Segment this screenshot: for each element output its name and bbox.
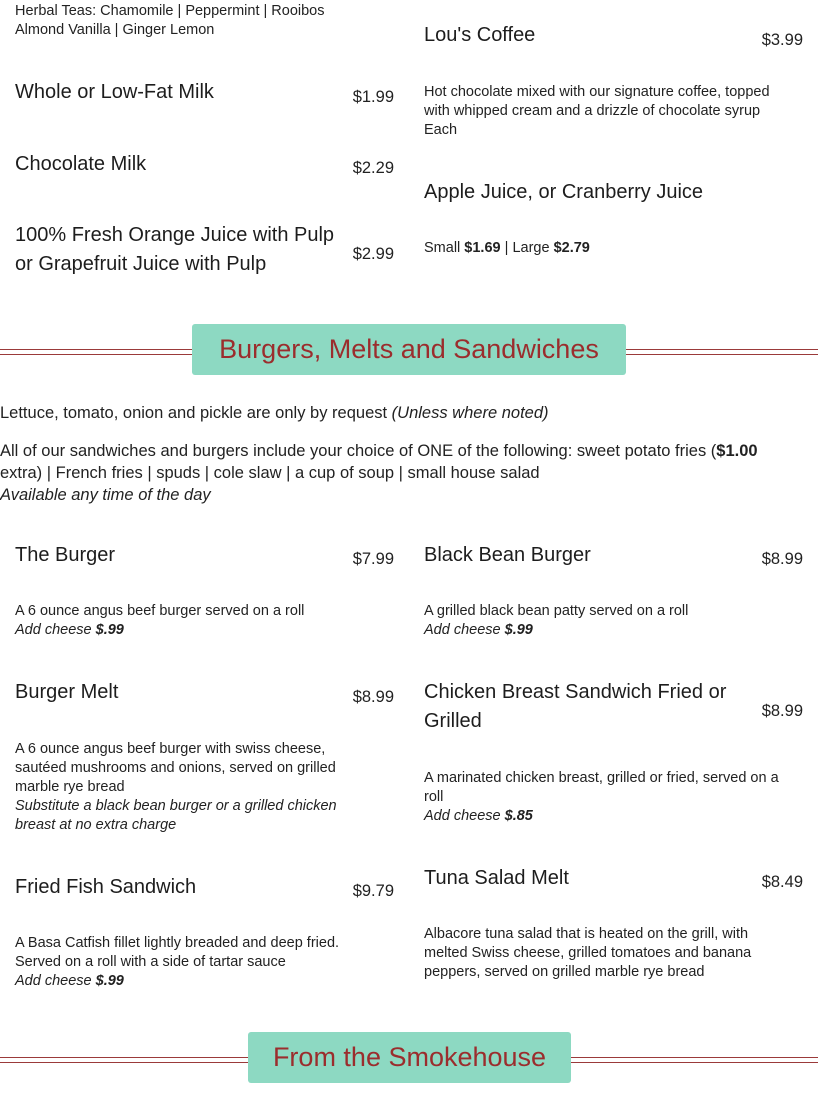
menu-item-name: Chocolate Milk bbox=[15, 153, 147, 175]
menu-item-price: $1.99 bbox=[352, 88, 394, 106]
size-price: $2.79 bbox=[553, 240, 590, 256]
juice-sizes bbox=[424, 239, 590, 258]
separator: | bbox=[504, 240, 509, 256]
add-cheese-price: $.99 bbox=[95, 973, 124, 989]
add-cheese bbox=[424, 621, 533, 640]
menu-item-description: A Basa Catfish fillet lightly breaded and deep fried. bbox=[15, 935, 340, 951]
menu-item-price: $9.79 bbox=[352, 882, 394, 900]
menu-item-description: A marinated chicken breast, grilled or fried, served on a bbox=[424, 770, 779, 786]
menu-item-description: melted Swiss cheese, grilled tomatoes and banana bbox=[424, 945, 752, 961]
menu-item-price: $8.99 bbox=[761, 702, 803, 720]
menu-item-price: $8.49 bbox=[761, 873, 803, 891]
add-cheese-label: Add cheese bbox=[424, 808, 501, 824]
menu-item-name: Burger Melt bbox=[15, 681, 119, 703]
size-label: Large bbox=[512, 240, 550, 256]
menu-item-description: marble rye bread bbox=[15, 779, 125, 795]
menu-item-name: Whole or Low-Fat Milk bbox=[15, 81, 214, 103]
herbal-teas-line1: Herbal Teas: Chamomile | Peppermint | Rooibos bbox=[15, 3, 325, 19]
section-note: extra) | French fries | spuds | cole slaw | a cup of soup | small house salad bbox=[0, 464, 540, 482]
menu-item-name: Tuna Salad Melt bbox=[424, 867, 569, 889]
menu-item-name: The Burger bbox=[15, 544, 116, 566]
add-cheese-label: Add cheese bbox=[15, 622, 92, 638]
menu-item-name: Fried Fish Sandwich bbox=[15, 876, 197, 898]
add-cheese bbox=[15, 972, 124, 991]
size-label: Small bbox=[424, 240, 461, 256]
menu-item-description: sautéed mushrooms and onions, served on grilled bbox=[15, 760, 336, 776]
menu-item-description: A 6 ounce angus beef burger served on a roll bbox=[15, 603, 305, 619]
menu-item-description: Served on a roll with a side of tartar sauce bbox=[15, 954, 286, 970]
menu-item-substitute: Substitute a black bean burger or a grilled chicken bbox=[15, 798, 337, 814]
add-cheese-price: $.99 bbox=[504, 622, 533, 638]
note-text: Lettuce, tomato, onion and pickle are only by request bbox=[0, 404, 388, 422]
add-cheese-label: Add cheese bbox=[424, 622, 501, 638]
add-cheese-label: Add cheese bbox=[15, 973, 92, 989]
menu-item-price: $2.29 bbox=[352, 159, 394, 177]
menu-item-description: peppers, served on grilled marble rye bread bbox=[424, 964, 705, 980]
menu-item-price: $2.99 bbox=[352, 245, 394, 263]
menu-item-description: Albacore tuna salad that is heated on the grill, with bbox=[424, 926, 749, 942]
section-title-burgers: Burgers, Melts and Sandwiches bbox=[192, 324, 626, 375]
menu-item-substitute: breast at no extra charge bbox=[15, 817, 177, 833]
section-note bbox=[0, 440, 818, 462]
section-note bbox=[0, 402, 549, 424]
menu-item-description: Hot chocolate mixed with our signature coffee, topped bbox=[424, 84, 770, 100]
note-text: All of our sandwiches and burgers include your choice of ONE of the following: sweet potato fries ( bbox=[0, 442, 717, 460]
menu-item-price: $8.99 bbox=[352, 688, 394, 706]
menu-item-description: A grilled black bean patty served on a roll bbox=[424, 603, 689, 619]
menu-item-name: 100% Fresh Orange Juice with Pulp bbox=[15, 224, 335, 246]
menu-item-price: $3.99 bbox=[761, 31, 803, 49]
section-note: Available any time of the day bbox=[0, 486, 211, 504]
add-cheese bbox=[15, 621, 124, 640]
menu-item-name: or Grapefruit Juice with Pulp bbox=[15, 253, 267, 275]
menu-item-description: Each bbox=[424, 122, 458, 138]
menu-item-name: Black Bean Burger bbox=[424, 544, 591, 566]
menu-item-name: Chicken Breast Sandwich Fried or bbox=[424, 681, 727, 703]
menu-item-description: roll bbox=[424, 789, 444, 805]
menu-item-name: Apple Juice, or Cranberry Juice bbox=[424, 181, 704, 203]
note-italic: (Unless where noted) bbox=[391, 404, 549, 422]
menu-item-name: Lou's Coffee bbox=[424, 24, 536, 46]
add-cheese-price: $.99 bbox=[95, 622, 124, 638]
menu-item-price: $7.99 bbox=[352, 550, 394, 568]
section-title-smokehouse: From the Smokehouse bbox=[248, 1032, 571, 1083]
menu-item-name: Grilled bbox=[424, 710, 482, 732]
menu-item-description: A 6 ounce angus beef burger with swiss cheese, bbox=[15, 741, 326, 757]
note-price: $1.00 bbox=[716, 442, 758, 460]
herbal-teas-line2: Almond Vanilla | Ginger Lemon bbox=[15, 22, 215, 38]
size-price: $1.69 bbox=[464, 240, 501, 256]
add-cheese-price: $.85 bbox=[504, 808, 533, 824]
add-cheese bbox=[424, 807, 533, 826]
menu-item-price: $8.99 bbox=[761, 550, 803, 568]
menu-item-description: with whipped cream and a drizzle of chocolate syrup bbox=[424, 103, 761, 119]
